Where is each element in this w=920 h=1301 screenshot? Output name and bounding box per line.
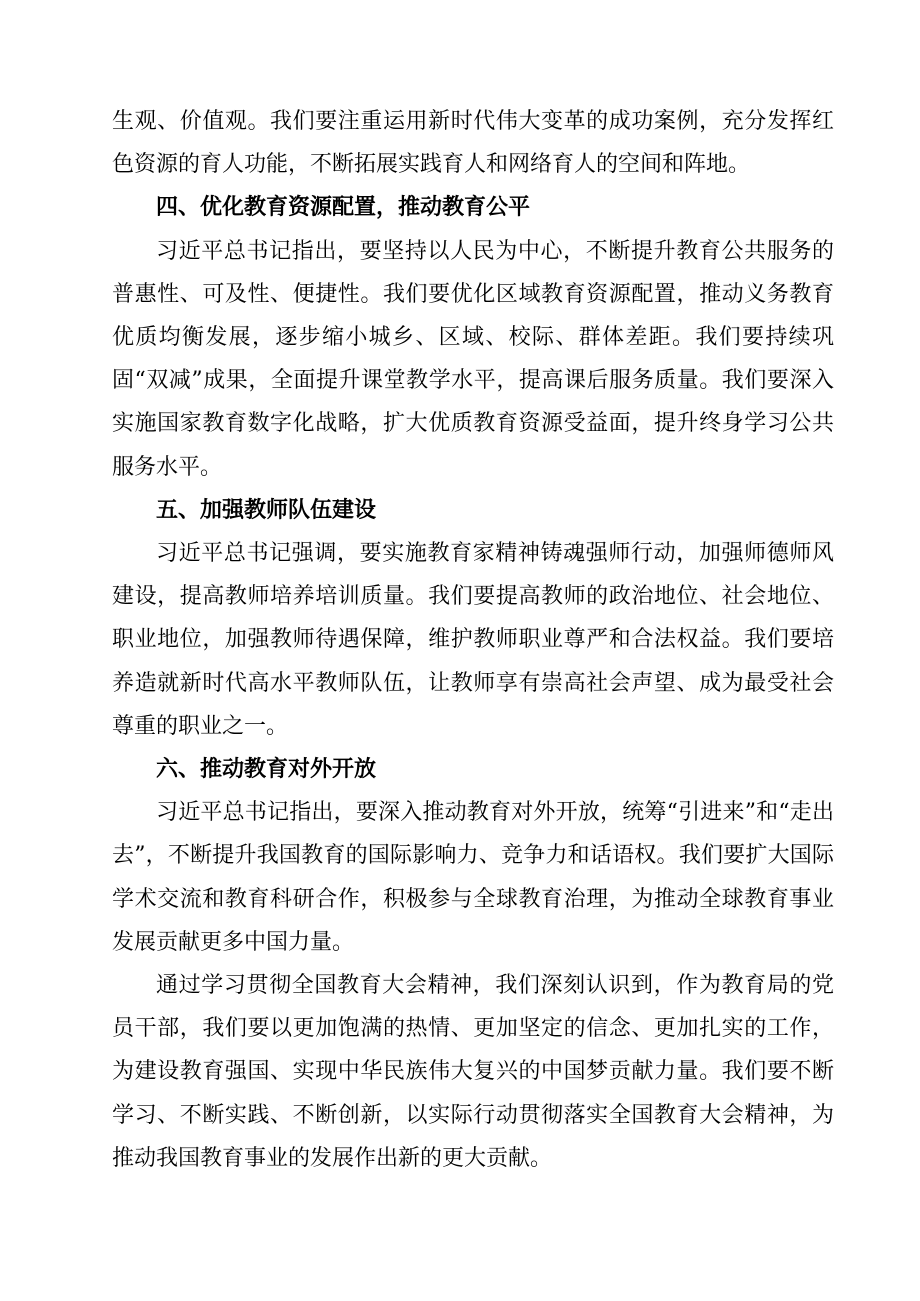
paragraph-section-6: 习近平总书记指出，要深入推动教育对外开放，统筹“引进来”和“走出去”，不断提升我国教育的国际影响力、竞争力和话语权。我们要扩大国际学术交流和教育科研合作，积极参与全球教育治理，为推动全球教育事业发展贡献更多中国力量。 bbox=[112, 800, 834, 955]
paragraph-continuation: 生观、价值观。我们要注重运用新时代伟大变革的成功案例，充分发挥红色资源的育人功能，不断拓展实践育人和网络育人的空间和阵地。 bbox=[112, 109, 834, 178]
paragraph-conclusion: 通过学习贯彻全国教育大会精神，我们深刻认识到，作为教育局的党员干部，我们要以更加饱满的热情、更加坚定的信念、更加扎实的工作，为建设教育强国、实现中华民族伟大复兴的中国梦贡献力量。我们要不断学习、不断实践、不断创新，以实际行动贯彻落实全国教育大会精神，为推动我国教育事业的发展作出新的更大贡献。 bbox=[112, 973, 834, 1171]
paragraph-section-4: 习近平总书记指出，要坚持以人民为中心，不断提升教育公共服务的普惠性、可及性、便捷性。我们要优化区域教育资源配置，推动义务教育优质均衡发展，逐步缩小城乡、区域、校际、群体差距。我们要持续巩固“双减”成果，全面提升课堂教学水平，提高课后服务质量。我们要深入实施国家教育数字化战略，扩大优质教育资源受益面，提升终身学习公共服务水平。 bbox=[112, 238, 834, 480]
section-heading-6: 六、推动教育对外开放 bbox=[156, 756, 377, 783]
paragraph-section-5: 习近平总书记强调，要实施教育家精神铸魂强师行动，加强师德师风建设，提高教师培养培训质量。我们要提高教师的政治地位、社会地位、职业地位，加强教师待遇保障，维护教师职业尊严和合法权益。我们要培养造就新时代高水平教师队伍，让教师享有崇高社会声望、成为最受社会尊重的职业之一。 bbox=[112, 541, 834, 739]
section-heading-5: 五、加强教师队伍建设 bbox=[156, 496, 377, 523]
document-body bbox=[112, 100, 834, 1180]
section-heading-4: 四、优化教育资源配置，推动教育公平 bbox=[156, 194, 531, 221]
